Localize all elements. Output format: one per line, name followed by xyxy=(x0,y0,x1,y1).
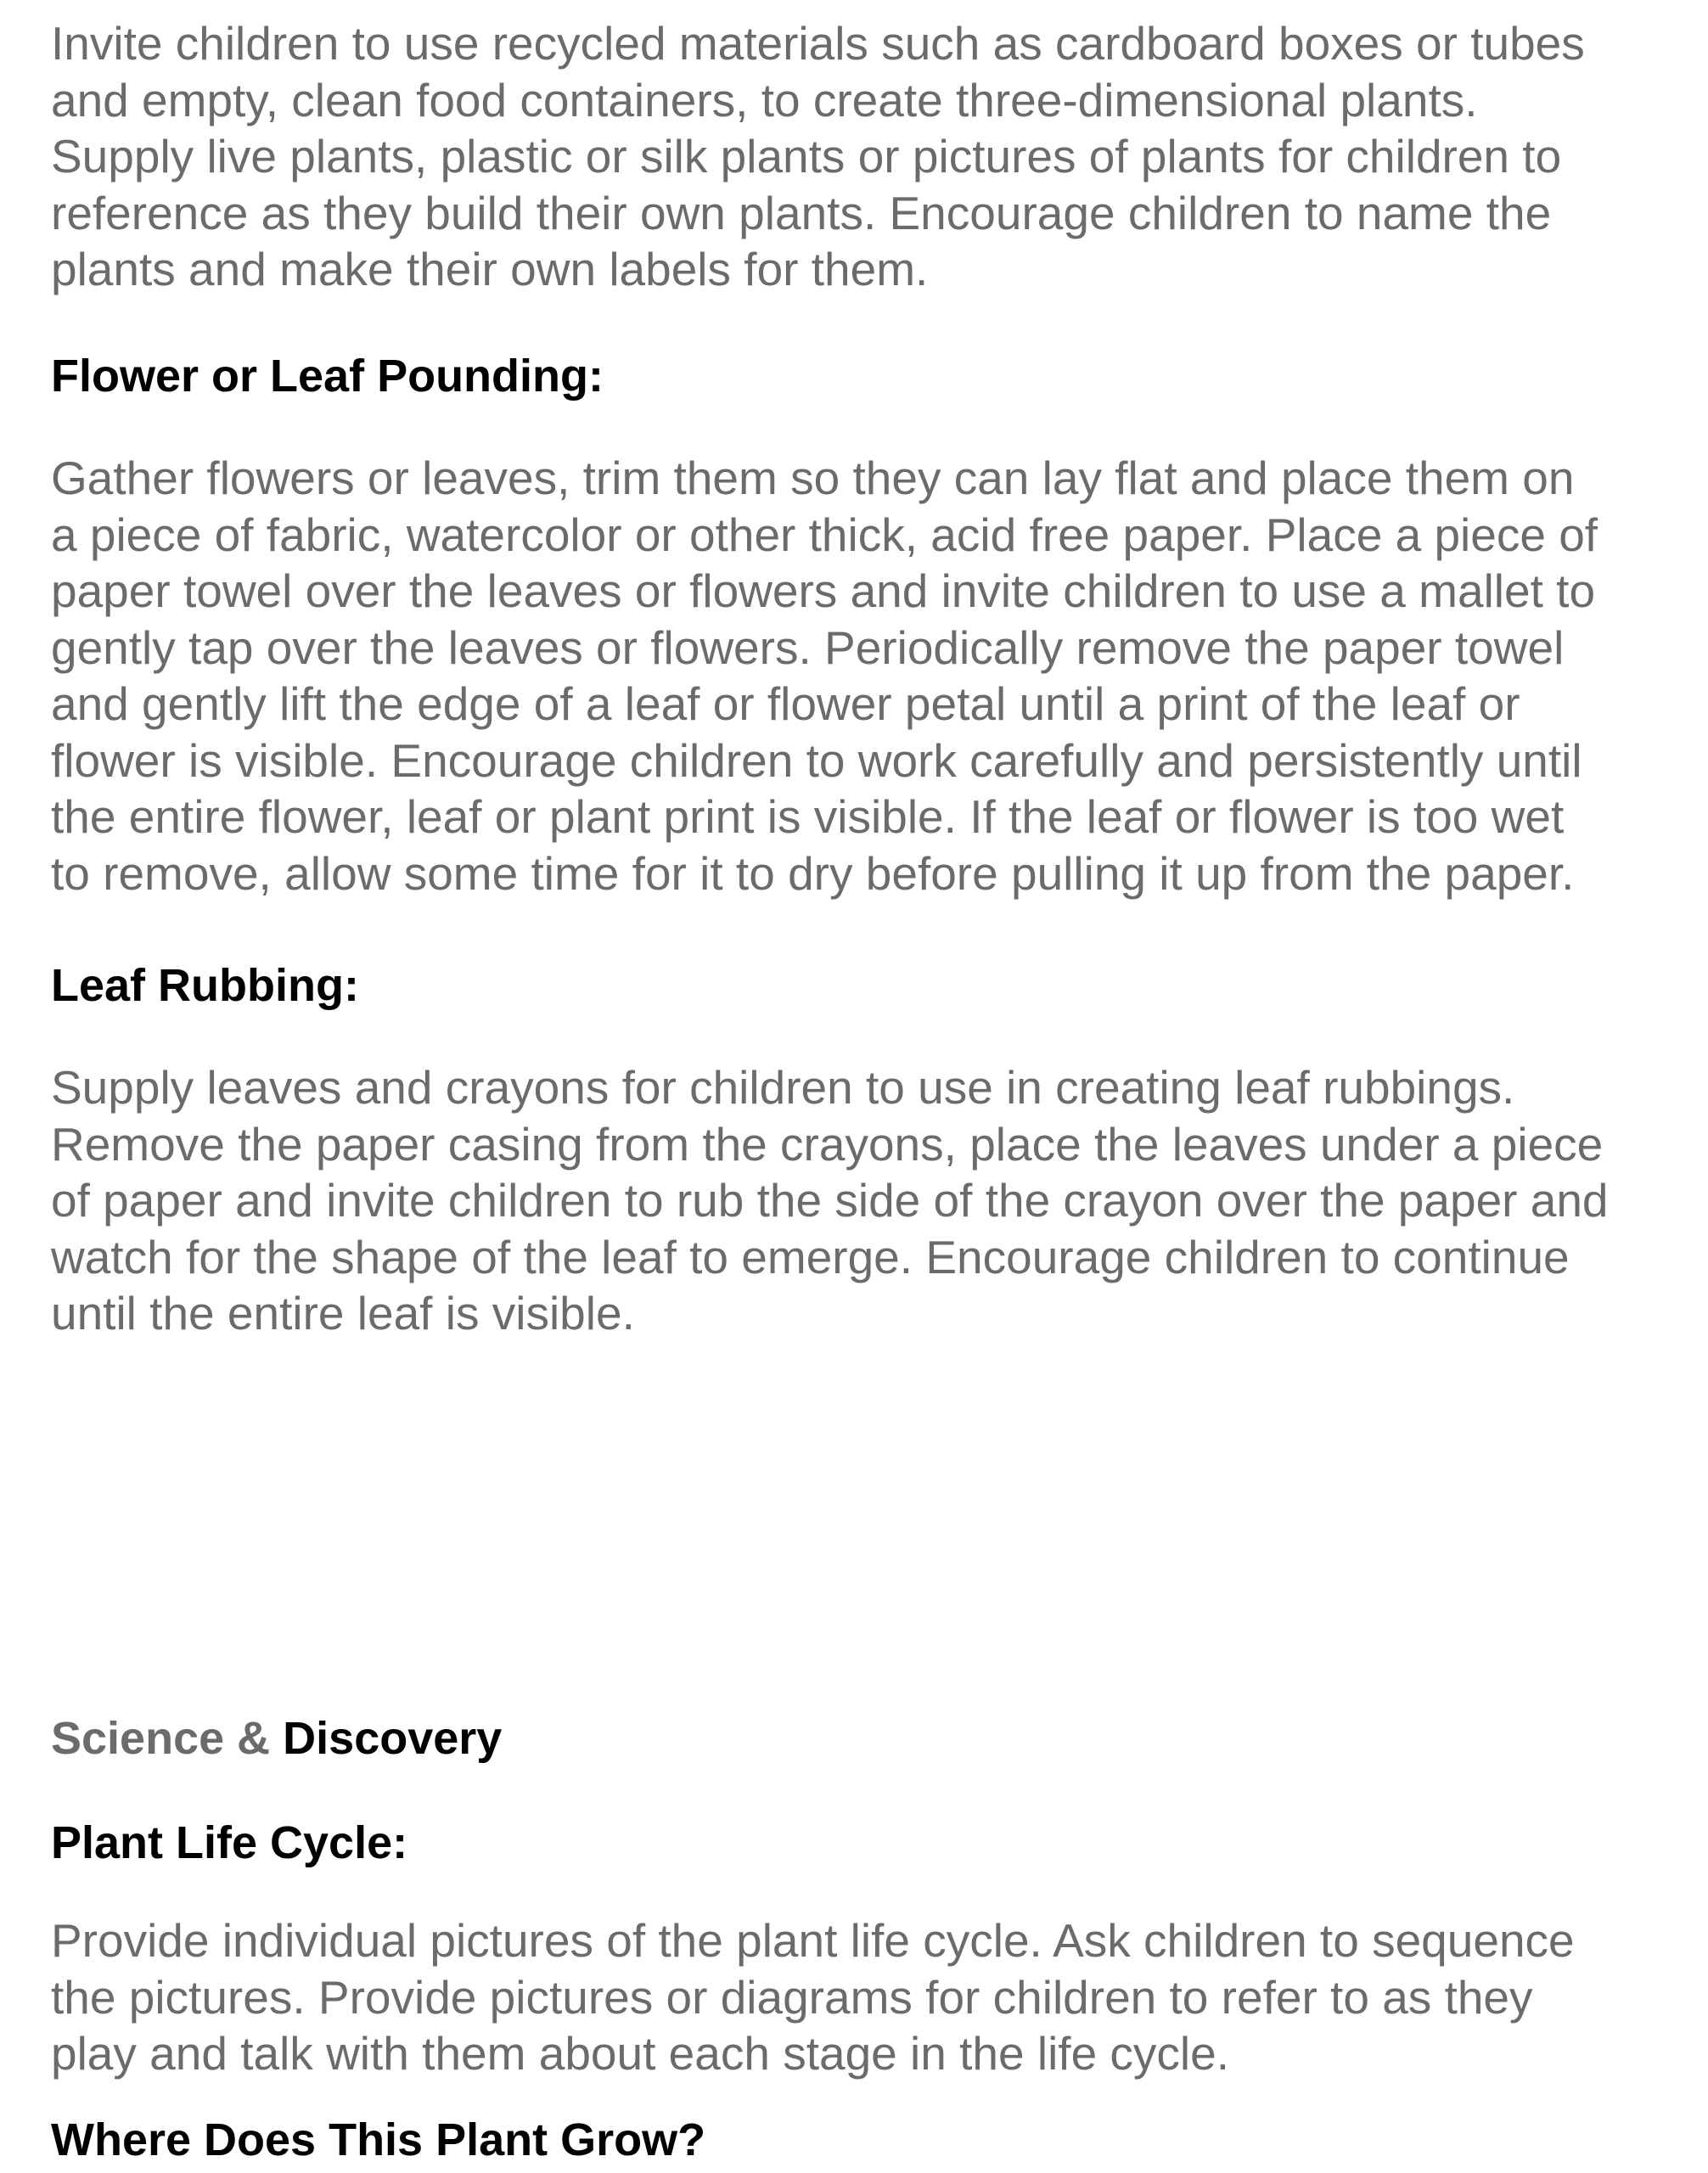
paragraph-flower-leaf-pounding: Gather flowers or leaves, trim them so they can lay flat and place them on a piece of fabric, watercolor or other thick, acid free paper. Place a piece of paper towel over the leaves or flowers and invite children to use a mallet to gently tap over the leaves or flowers. Periodically remove the paper towel and gently lift the edge of a leaf or flower petal until a print of the leaf or flower is visible. Encourage children to work carefully and persistently until the entire flower, leaf or plant print is visible. If the leaf or flower is too wet to remove, allow some time for it to dry before pulling it up from the paper. xyxy=(51,452,1598,900)
heading-where-does-plant-grow: Where Does This Plant Grow? xyxy=(51,2114,706,2165)
section-heading-science-discovery xyxy=(51,1710,502,1766)
heading-plant-life-cycle: Plant Life Cycle: xyxy=(51,1817,408,1868)
paragraph-leaf-rubbing: Supply leaves and crayons for children to use in creating leaf rubbings. Remove the paper casing from the crayons, place the leaves under a piece of paper and invite children to rub the side of the crayon over the paper and watch for the shape of the leaf to emerge. Encourage children to continue until the entire leaf is visible. xyxy=(51,1061,1609,1339)
section-heading-part2: Discovery xyxy=(283,1713,503,1764)
heading-flower-leaf-pounding: Flower or Leaf Pounding: xyxy=(51,351,604,401)
paragraph-plant-life-cycle: Provide individual pictures of the plant life cycle. Ask children to sequence the pictures. Provide pictures or diagrams for children to refer to as they play and talk with them about each stage in the life cycle. xyxy=(51,1914,1575,2080)
heading-leaf-rubbing: Leaf Rubbing: xyxy=(51,960,359,1011)
section-heading-part1: Science & xyxy=(51,1713,271,1764)
paragraph-recycled-plants: Invite children to use recycled materials such as cardboard boxes or tubes and empty, clean food containers, to create three-dimensional plants. Supply live plants, plastic or silk plants or pictures of plants for children to reference as they build their own plants. Encourage children to name the plants and make their own labels for them. xyxy=(51,17,1585,295)
